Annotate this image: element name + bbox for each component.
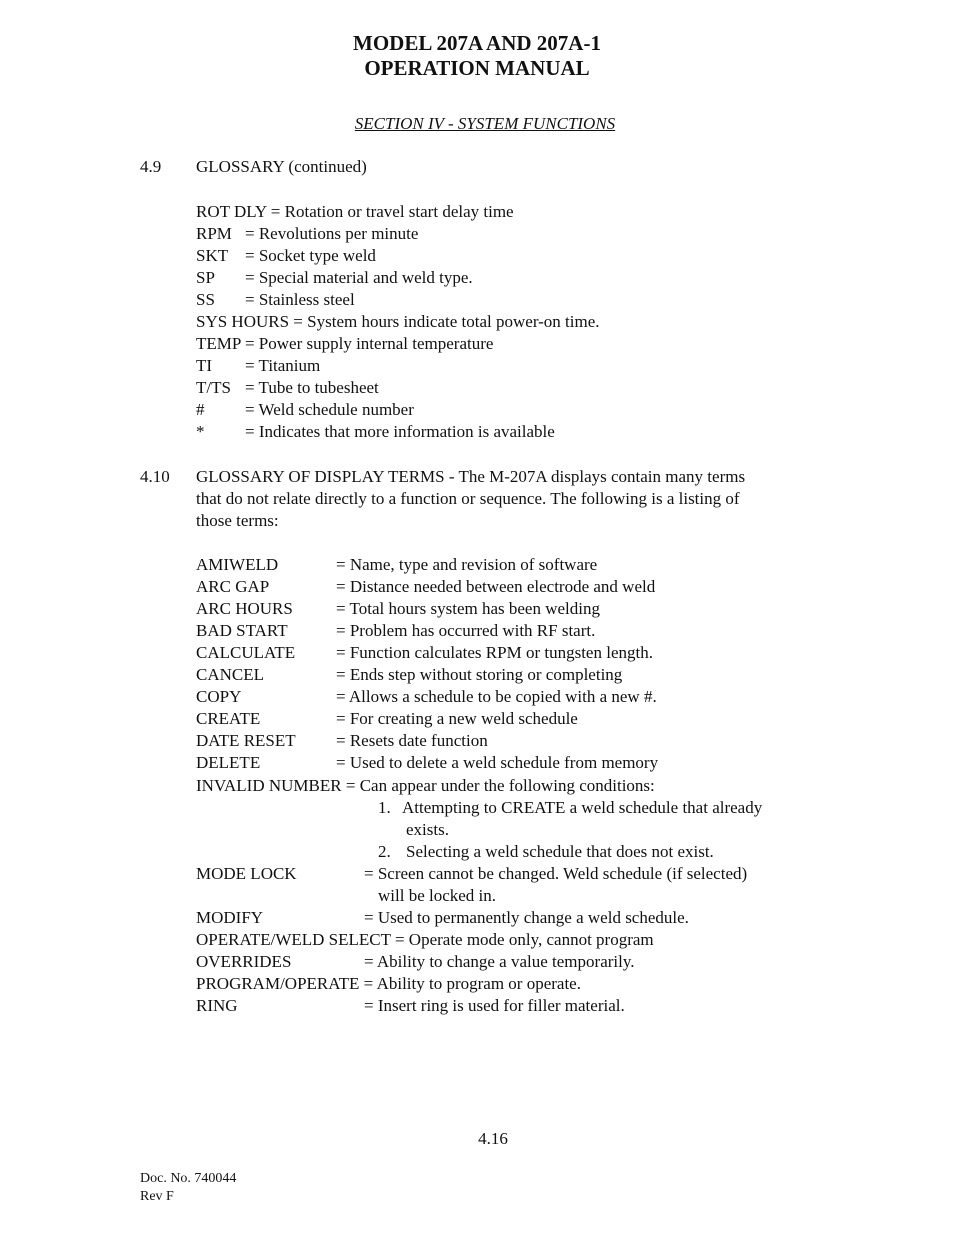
glossary-entry: TEMP = Power supply internal temperature xyxy=(196,334,494,353)
glossary-term: SP xyxy=(196,268,215,287)
display-term: ARC GAP xyxy=(196,577,270,596)
glossary-term: * xyxy=(196,422,205,441)
display-term-definition: = Total hours system has been welding xyxy=(336,599,600,618)
display-term-definition: = Problem has occurred with RF start. xyxy=(336,621,596,640)
display-term: BAD START xyxy=(196,621,288,640)
condition-text: Attempting to CREATE a weld schedule that already xyxy=(402,798,763,817)
glossary-definition: = Special material and weld type. xyxy=(245,268,473,287)
display-term-definition: = Screen cannot be changed. Weld schedule (if selected) xyxy=(364,864,748,883)
glossary-entry: SYS HOURS = System hours indicate total power-on time. xyxy=(196,312,600,331)
display-term: AMIWELD xyxy=(196,555,279,574)
condition-number: 2. xyxy=(378,842,391,861)
section-number: 4.9 xyxy=(140,157,162,176)
section-heading: SECTION IV - SYSTEM FUNCTIONS xyxy=(354,114,616,133)
glossary-term: T/TS xyxy=(196,378,231,397)
paragraph-line: that do not relate directly to a function or sequence. The following is a listing of xyxy=(196,489,740,508)
display-term-entry: PROGRAM/OPERATE = Ability to program or operate. xyxy=(196,974,581,993)
display-term: MODE LOCK xyxy=(196,864,297,883)
glossary-definition: = Stainless steel xyxy=(245,290,355,309)
display-term: COPY xyxy=(196,687,242,706)
display-term: RING xyxy=(196,996,238,1015)
display-term-definition: = Name, type and revision of software xyxy=(336,555,598,574)
display-term-definition: = Function calculates RPM or tungsten length. xyxy=(336,643,653,662)
doc-revision: Rev F xyxy=(140,1189,174,1204)
display-term-definition: = Ends step without storing or completing xyxy=(336,665,623,684)
display-term: CREATE xyxy=(196,709,261,728)
glossary-entry: ROT DLY = Rotation or travel start delay time xyxy=(196,202,514,221)
display-term: OVERRIDES xyxy=(196,952,292,971)
glossary-term: SS xyxy=(196,290,215,309)
display-term: CALCULATE xyxy=(196,643,296,662)
display-term-definition: = Distance needed between electrode and weld xyxy=(336,577,656,596)
display-term-definition: = Used to permanently change a weld schedule. xyxy=(364,908,689,927)
display-term-entry: OPERATE/WELD SELECT = Operate mode only, cannot program xyxy=(196,930,654,949)
condition-number: 1. xyxy=(378,798,391,817)
glossary-definition: = Weld schedule number xyxy=(245,400,414,419)
display-term-definition: = Used to delete a weld schedule from memory xyxy=(336,753,659,772)
glossary-definition: = Indicates that more information is available xyxy=(245,422,555,441)
glossary-definition: = Titanium xyxy=(245,356,321,375)
display-term: MODIFY xyxy=(196,908,264,927)
glossary-definition: = Revolutions per minute xyxy=(245,224,419,243)
glossary-definition: = Socket type weld xyxy=(245,246,376,265)
glossary-term: # xyxy=(196,400,205,419)
paragraph-line: those terms: xyxy=(196,511,279,530)
condition-text: exists. xyxy=(406,820,449,839)
document-subtitle: OPERATION MANUAL xyxy=(364,56,590,80)
page-number: 4.16 xyxy=(478,1129,508,1148)
display-term-definition: = For creating a new weld schedule xyxy=(336,709,578,728)
condition-text: Selecting a weld schedule that does not exist. xyxy=(406,842,714,861)
display-term: DELETE xyxy=(196,753,261,772)
display-term-definition: = Resets date function xyxy=(336,731,488,750)
glossary-term: SKT xyxy=(196,246,229,265)
display-term: DATE RESET xyxy=(196,731,296,750)
doc-number: Doc. No. 740044 xyxy=(140,1171,237,1186)
display-term-invalid-number: INVALID NUMBER = Can appear under the following conditions: xyxy=(196,776,655,795)
glossary-term: RPM xyxy=(196,224,232,243)
display-term-definition: = Insert ring is used for filler material. xyxy=(364,996,625,1015)
glossary-definition: = Tube to tubesheet xyxy=(245,378,379,397)
paragraph-line: GLOSSARY OF DISPLAY TERMS - The M-207A displays contain many terms xyxy=(196,467,746,486)
section-title: GLOSSARY (continued) xyxy=(196,157,367,176)
glossary-term: TI xyxy=(196,356,213,375)
display-term: ARC HOURS xyxy=(196,599,293,618)
display-term-definition: = Ability to change a value temporarily. xyxy=(364,952,635,971)
document-title: MODEL 207A AND 207A-1 xyxy=(353,31,601,55)
section-number: 4.10 xyxy=(140,467,170,486)
display-term-definition: = Allows a schedule to be copied with a new #. xyxy=(336,687,657,706)
display-term: CANCEL xyxy=(196,665,264,684)
display-term-definition: will be locked in. xyxy=(378,886,497,905)
